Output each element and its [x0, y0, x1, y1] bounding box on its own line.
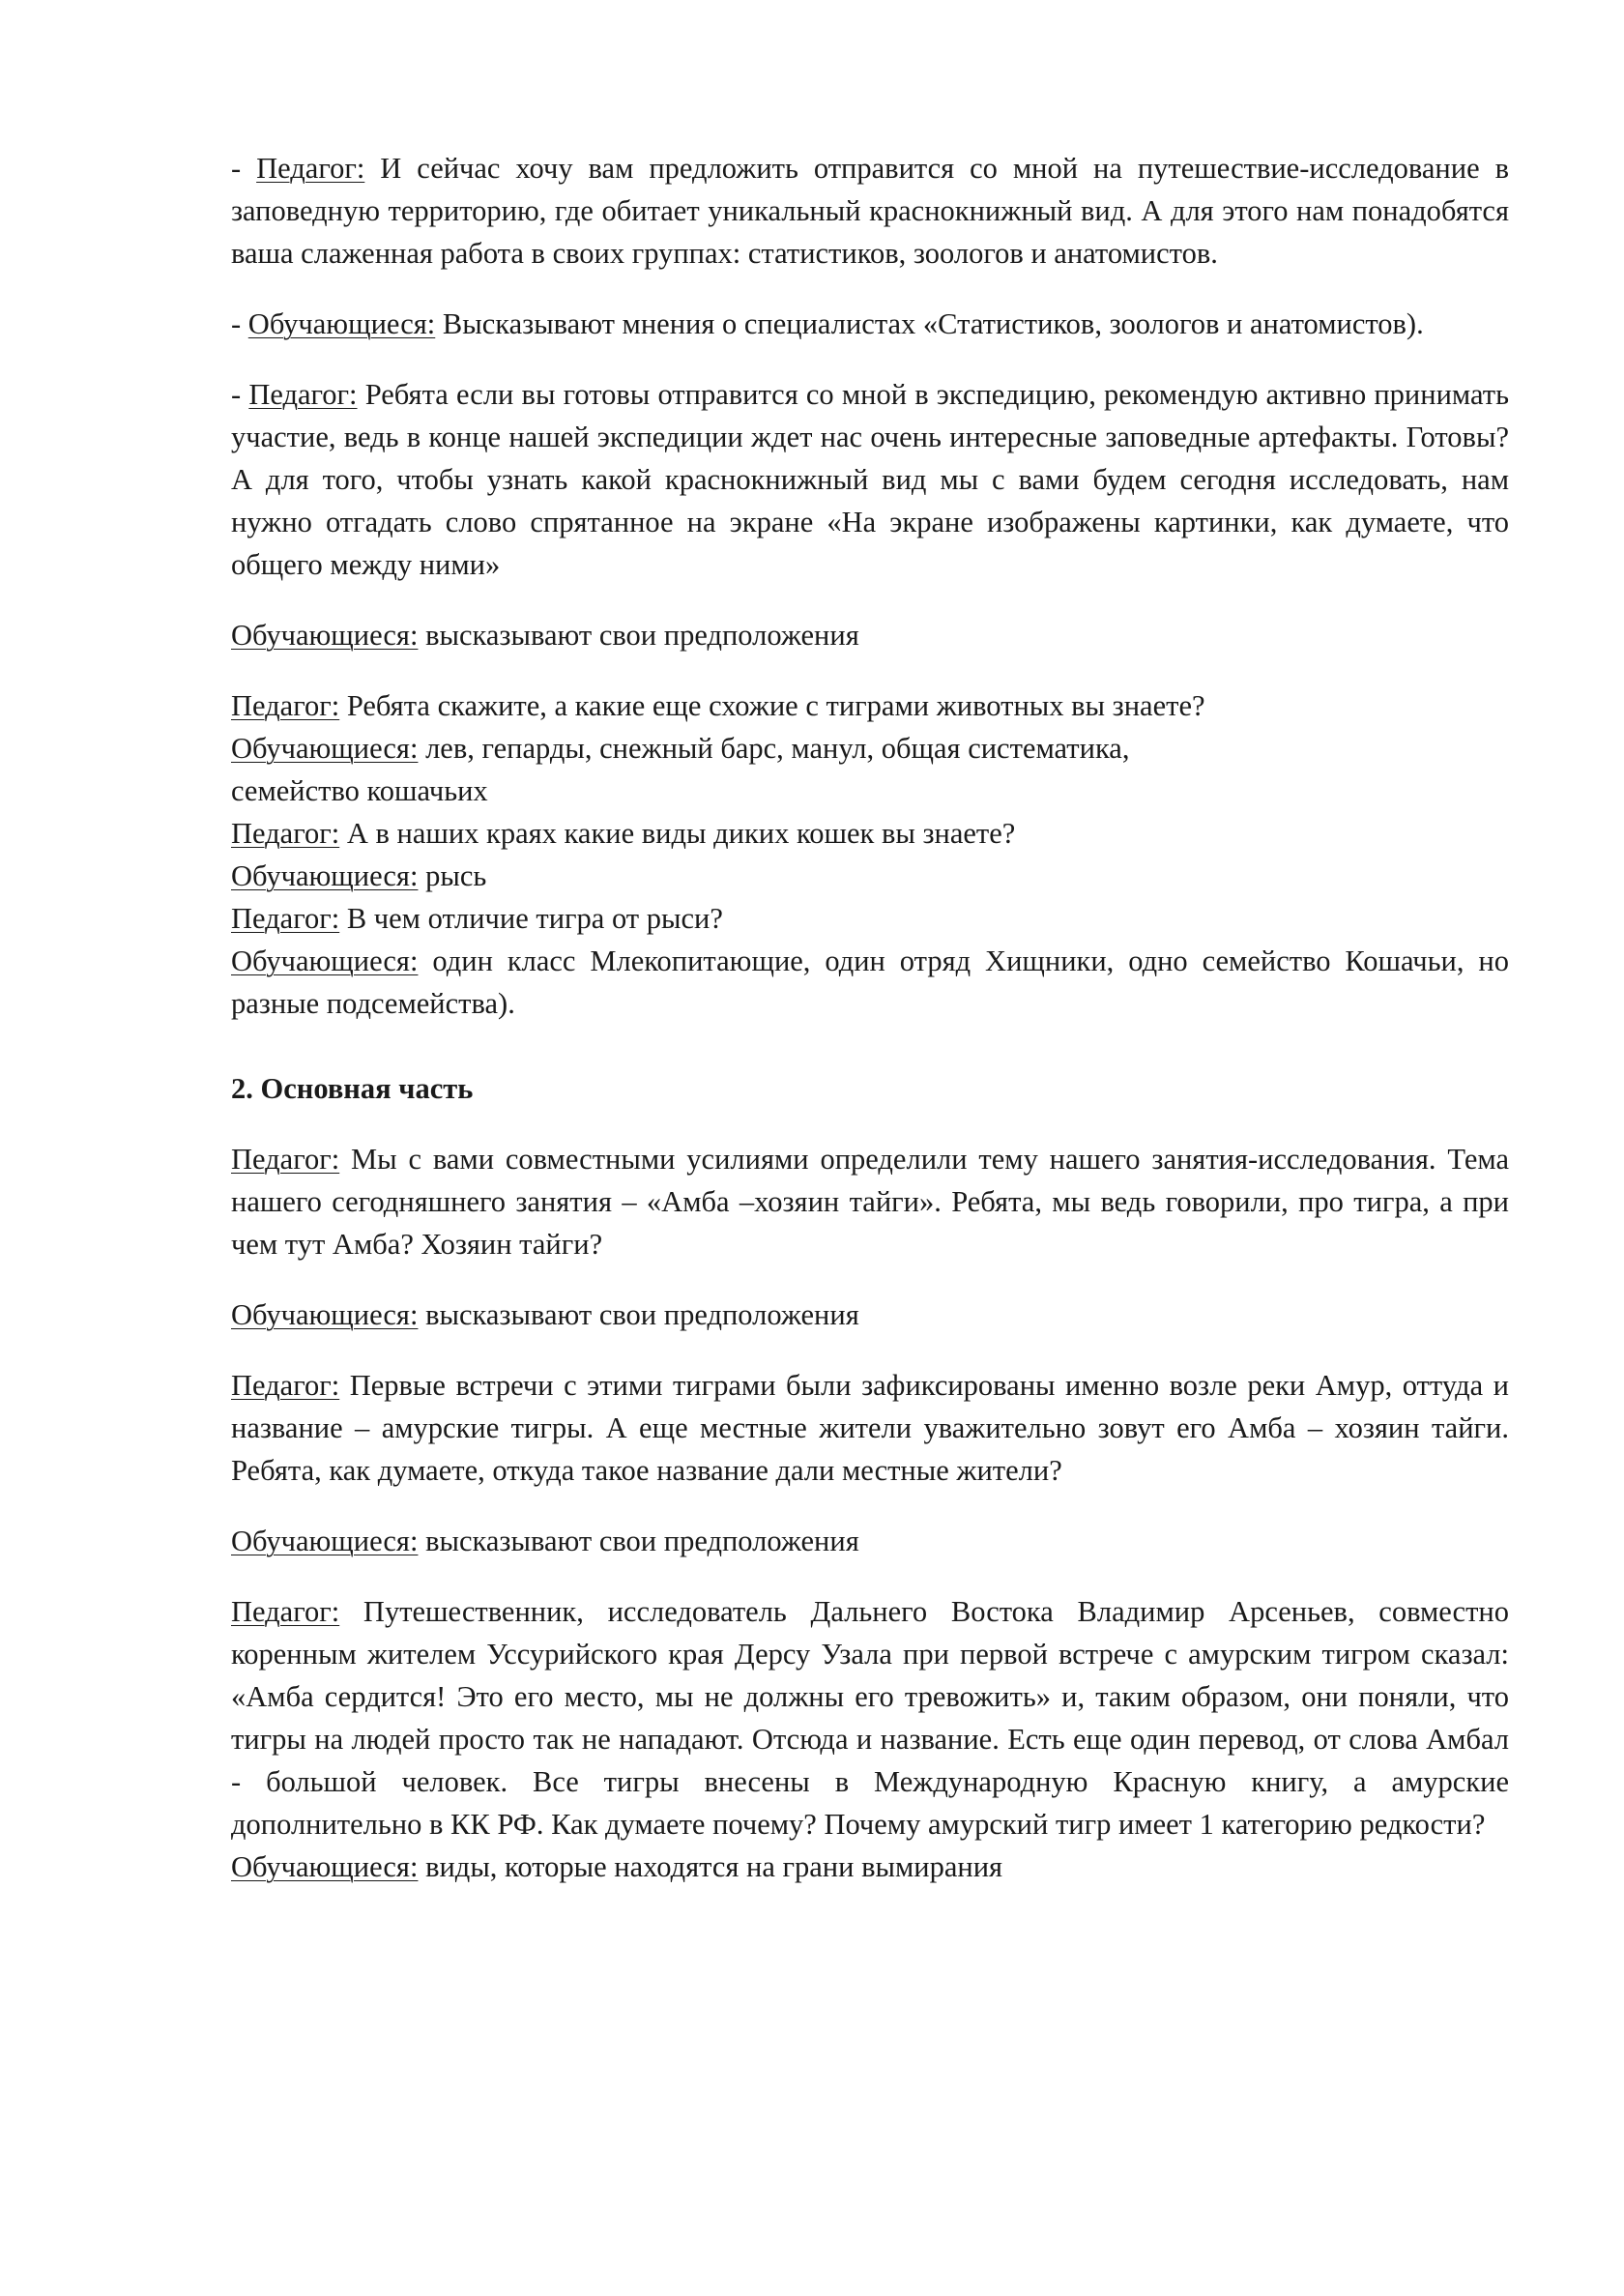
paragraph-dash: -	[231, 378, 249, 411]
paragraph-text: Первые встречи с этими тиграми были зафиксированы именно возле реки Амур, оттуда и название – амурские тигры. А еще местные жители уважительно зовут его Амба – хозяин тайги. Ребята, как думаете, откуда такое название дали местные жители?	[231, 1369, 1509, 1487]
paragraph-dash: -	[231, 152, 257, 185]
speaker-label: Обучающиеся:	[231, 945, 419, 977]
paragraph-9	[231, 897, 1509, 940]
speaker-label: Педагог:	[231, 902, 340, 935]
speaker-label: Педагог:	[231, 1595, 340, 1628]
paragraph-4	[231, 614, 1509, 656]
document-page	[231, 147, 1509, 1888]
speaker-label: Педагог:	[231, 1143, 340, 1176]
paragraph-7	[231, 812, 1509, 855]
paragraph-13	[231, 1364, 1509, 1492]
paragraph-15	[231, 1590, 1509, 1846]
paragraph-text: Путешественник, исследователь Дальнего Востока Владимир Арсеньев, совместно коренным жителем Уссурийского края Дерсу Узала при первой встрече с амурским тигром сказал: «Амба сердится! Это его место, мы не должны его тревожить» и, таким образом, они поняли, что тигры на людей просто так не нападают. Отсюда и название. Есть еще один перевод, от слова Амбал - большой человек. Все тигры внесены в Международную Красную книгу, а амурские дополнительно в КК РФ. Как думаете почему? Почему амурский тигр имеет 1 категорию редкости?	[231, 1595, 1509, 1841]
speaker-label: Педагог:	[256, 152, 365, 185]
section-heading: 2. Основная часть	[231, 1072, 474, 1105]
paragraph-11	[231, 1138, 1509, 1265]
paragraph-5	[231, 684, 1509, 727]
paragraph-1	[231, 147, 1509, 275]
paragraph-text: высказывают свои предположения	[418, 619, 859, 652]
paragraph-text: высказывают свои предположения	[418, 1525, 859, 1557]
speaker-label: Педагог:	[231, 1369, 340, 1402]
paragraph-14	[231, 1520, 1509, 1562]
paragraph-text: И сейчас хочу вам предложить отправится со мной на путешествие-исследование в заповедную территорию, где обитает уникальный краснокнижный вид. А для этого нам понадобятся ваша слаженная работа в своих группах: статистиков, зоологов и анатомистов.	[231, 152, 1509, 270]
speaker-label: Обучающиеся:	[231, 732, 419, 765]
speaker-label: Педагог:	[231, 689, 340, 722]
speaker-label: Обучающиеся:	[247, 307, 436, 340]
paragraph-text: А в наших краях какие виды диких кошек вы знаете?	[339, 817, 1016, 850]
speaker-label: Обучающиеся:	[231, 1298, 419, 1331]
speaker-label: Педагог:	[231, 817, 340, 850]
paragraph-continuation: семейство кошачьих	[231, 774, 488, 807]
paragraph-text: В чем отличие тигра от рыси?	[339, 902, 723, 935]
paragraph-text: виды, которые находятся на грани вымирания	[418, 1850, 1003, 1883]
paragraph-16	[231, 1846, 1509, 1888]
paragraph-text: высказывают свои предположения	[418, 1298, 859, 1331]
speaker-label: Обучающиеся:	[231, 1525, 419, 1557]
paragraph-dash: -	[231, 307, 248, 340]
paragraph-8	[231, 855, 1509, 897]
paragraph-text: Ребята скажите, а какие еще схожие с тиграми животных вы знаете?	[339, 689, 1205, 722]
speaker-label: Обучающиеся:	[231, 859, 419, 892]
paragraph-text: один класс Млекопитающие, один отряд Хищники, одно семейство Кошачьи, но разные подсемейства).	[231, 945, 1509, 1020]
paragraph-10	[231, 940, 1509, 1025]
paragraph-3	[231, 373, 1509, 586]
speaker-label: Обучающиеся:	[231, 619, 419, 652]
paragraph-12	[231, 1293, 1509, 1336]
speaker-label: Педагог:	[248, 378, 358, 411]
paragraph-text: рысь	[418, 859, 487, 892]
paragraph-2	[231, 303, 1509, 345]
paragraph-text: Мы с вами совместными усилиями определили тему нашего занятия-исследования. Тема нашего сегодняшнего занятия – «Амба –хозяин тайги». Ребята, мы ведь говорили, про тигра, а при чем тут Амба? Хозяин тайги?	[231, 1143, 1509, 1261]
paragraph-6	[231, 727, 1509, 812]
speaker-label: Обучающиеся:	[231, 1850, 419, 1883]
paragraph-text: Высказывают мнения о специалистах «Статистиков, зоологов и анатомистов).	[435, 307, 1424, 340]
paragraph-text: Ребята если вы готовы отправится со мной в экспедицию, рекомендую активно принимать участие, ведь в конце нашей экспедиции ждет нас очень интересные заповедные артефакты. Готовы? А для того, чтобы узнать какой краснокнижный вид мы с вами будем сегодня исследовать, нам нужно отгадать слово спрятанное на экране «На экране изображены картинки, как думаете, что общего между ними»	[231, 378, 1509, 581]
paragraph-text: лев, гепарды, снежный барс, манул, общая систематика,	[418, 732, 1130, 765]
